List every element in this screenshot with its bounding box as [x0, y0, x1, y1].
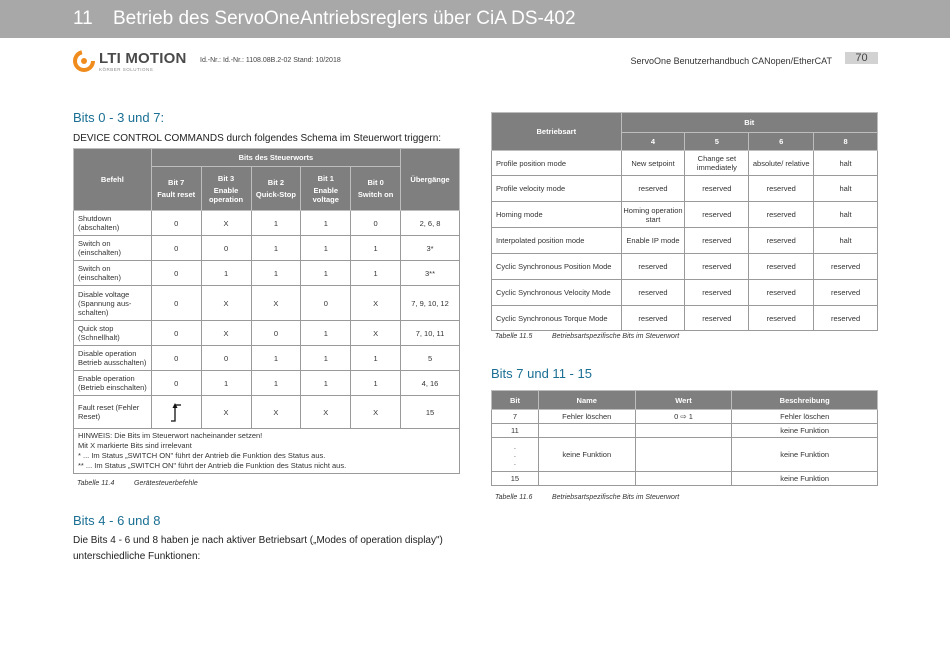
chapter-number: 11	[73, 8, 93, 29]
table-row: Homing mode Homing operation start reserved reserved halt	[492, 202, 878, 228]
note-line: Mit X markierte Bits sind irrelevant	[78, 441, 192, 450]
logo-subtext: KÖRBER SOLUTIONS	[99, 67, 154, 72]
device-control-table	[73, 148, 460, 474]
table-row: 11 keine Funktion	[492, 424, 878, 438]
bits-7-11-15-table	[491, 390, 878, 486]
col-group-steuerwort: Bits des Steuerworts	[151, 149, 400, 167]
logo-text: LTI MOTION	[99, 50, 187, 67]
caption-table-11-6: Tabelle 11.6 Betriebsartspezifische Bits im Steuerwort	[495, 494, 680, 501]
table-row: Disable operation Betrieb ausschalten) 0 0 1 1 1 5	[74, 346, 460, 371]
betriebsart-bits-table	[491, 112, 878, 331]
page-number: 70	[845, 52, 878, 64]
col-befehl: Befehl	[74, 149, 152, 211]
bit-header: Bit 3 Enable operation	[201, 167, 251, 211]
lti-logo-icon	[73, 50, 95, 72]
rising-edge-icon	[151, 396, 201, 429]
bit-header: Bit 0 Switch on	[351, 167, 401, 211]
table-row: Profile position mode New setpoint Change set immediately absolute/ relative halt	[492, 151, 878, 176]
bit-number: 5	[685, 133, 749, 151]
table-row: Switch on (einschalten) 0 1 1 1 1 3**	[74, 261, 460, 286]
section-heading-bits-7-11-15: Bits 7 und 11 - 15	[491, 366, 592, 381]
section-heading-bits-0-3-7: Bits 0 - 3 und 7:	[73, 110, 165, 125]
table-row: Enable operation (Betrieb einschalten) 0 1 1 1 1 4, 16	[74, 371, 460, 396]
col-beschreibung: Beschreibung	[732, 391, 878, 410]
caption-table-11-4: Tabelle 11.4 Gerätesteuerbefehle	[77, 480, 198, 487]
note-line: ** ... Im Status „SWITCH ON" führt der Antrieb die Funktion des Status nicht aus.	[78, 461, 347, 470]
bit-header: Bit 1 Enable voltage	[301, 167, 351, 211]
col-name: Name	[538, 391, 635, 410]
table-row: Profile velocity mode reserved reserved reserved halt	[492, 176, 878, 202]
table-row: Switch on (einschalten) 0 0 1 1 1 3*	[74, 236, 460, 261]
chapter-header-bar	[0, 0, 950, 38]
table-row: Fault reset (Fehler Reset) X X X X 15	[74, 396, 460, 429]
caption-table-11-5: Tabelle 11.5 Betriebsartspezifische Bits im Steuerwort	[495, 333, 680, 340]
bit-header: Bit 7 Fault reset	[151, 167, 201, 211]
table-row: Interpolated position mode Enable IP mode reserved reserved halt	[492, 228, 878, 254]
table-row: Cyclic Synchronous Velocity Mode reserved reserved reserved reserved	[492, 280, 878, 306]
table-row: Cyclic Synchronous Torque Mode reserved reserved reserved reserved	[492, 306, 878, 331]
col-betriebsart: Betriebsart	[492, 113, 622, 151]
intro-text: DEVICE CONTROL COMMANDS durch folgendes Schema im Steuerwort triggern:	[73, 133, 442, 144]
table-row: . . . keine Funktion keine Funktion	[492, 438, 878, 472]
chapter-title: Betrieb des ServoOneAntriebsreglers über CiA DS-402	[113, 8, 576, 29]
table-row: 15 keine Funktion	[492, 472, 878, 486]
document-id: Id.-Nr.: Id.-Nr.: 1108.08B.2-02 Stand: 10/2018	[200, 57, 341, 64]
table-row: Disable voltage (Spannung aus-schalten) 0 X X 0 X 7, 9, 10, 12	[74, 286, 460, 321]
col-bit: Bit	[621, 113, 877, 133]
manual-title: ServoOne Benutzerhandbuch CANopen/EtherCAT	[630, 56, 832, 66]
table-row: Cyclic Synchronous Position Mode reserved reserved reserved reserved	[492, 254, 878, 280]
notes-row	[74, 429, 460, 474]
bit-number: 6	[749, 133, 814, 151]
col-wert: Wert	[635, 391, 732, 410]
section-heading-bits-4-6-8: Bits 4 - 6 und 8	[73, 513, 161, 528]
col-uebergaenge: Übergänge	[401, 149, 460, 211]
note-line: HINWEIS: Die Bits im Steuerwort nacheinander setzen!	[78, 431, 263, 440]
bit-number: 8	[814, 133, 878, 151]
bits-4-6-8-paragraph: Die Bits 4 - 6 und 8 haben je nach aktiver Betriebsart („Modes of operation display") unterschiedliche Funktionen:	[73, 535, 443, 562]
table-row: Quick stop (Schnellhalt) 0 X 0 1 X 7, 10, 11	[74, 321, 460, 346]
table-row: Shutdown (abschalten) 0 X 1 1 0 2, 6, 8	[74, 211, 460, 236]
bit-header: Bit 2 Quick-Stop	[251, 167, 301, 211]
note-line: * ... Im Status „SWITCH ON" führt der Antrieb die Funktion des Status aus.	[78, 451, 326, 460]
table-row: 7 Fehler löschen 0 ⇨ 1 Fehler löschen	[492, 410, 878, 424]
col-bit: Bit	[492, 391, 539, 410]
bit-number: 4	[621, 133, 685, 151]
